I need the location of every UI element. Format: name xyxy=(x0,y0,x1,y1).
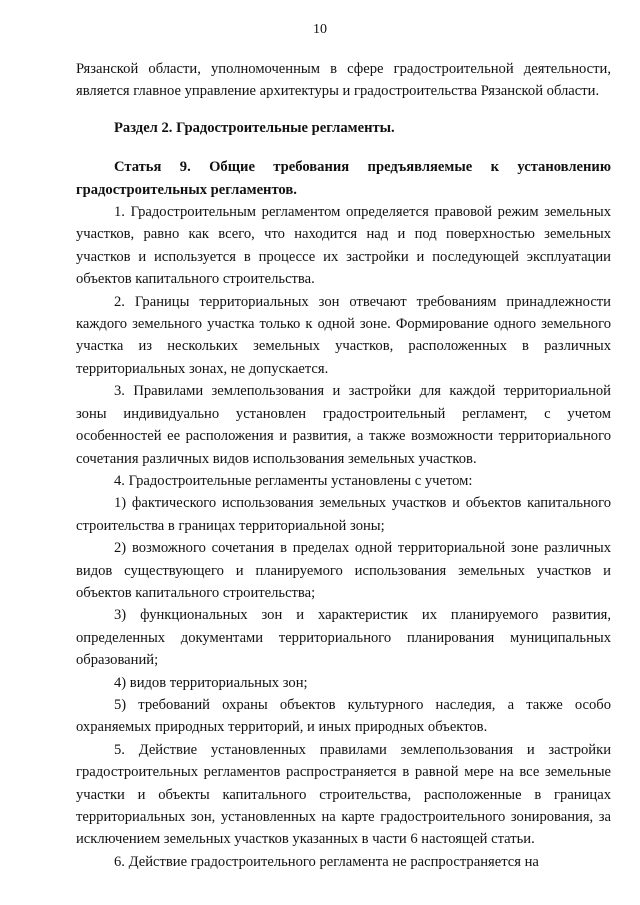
paragraph-1: 1. Градостроительным регламентом определяется правовой режим земельных участков, равно как всего, что находится над и под поверхностью земельных участков и используется в процессе их застройки и последующей эксплуатации объектов капитального строительства. xyxy=(76,204,611,288)
article-heading: Статья 9. Общие требования предъявляемые к установлению градостроительных регламентов. xyxy=(76,159,611,198)
list-item-1: 1) фактического использования земельных участков и объектов капитального строительства в границах территориальной зоны; xyxy=(76,495,611,534)
list-item-3: 3) функциональных зон и характеристик их планируемого развития, определенных документами территориального планирования муниципальных образований; xyxy=(76,607,611,669)
paragraph-2: 2. Границы территориальных зон отвечают требованиям принадлежности каждого земельного участка только к одной зоне. Формирование одного земельного участка из нескольких земельных участков, расположенных в различных территориальных зонах, не допускается. xyxy=(76,293,611,377)
list-item-4: 4) видов территориальных зон; xyxy=(114,674,308,691)
paragraph-4: 4. Градостроительные регламенты установлены с учетом: xyxy=(114,472,473,489)
paragraph-6: 6. Действие градостроительного регламента не распространяется на xyxy=(114,853,539,870)
paragraph-3: 3. Правилами землепользования и застройки для каждой территориальной зоны индивидуально установлен градостроительный регламент, с учетом особенностей ее расположения и развития, а также возможности территориального сочетания различных видов использования земельных участков. xyxy=(76,383,611,467)
document-body xyxy=(76,58,611,873)
list-item-2: 2) возможного сочетания в пределах одной территориальной зоне различных видов существующего и планируемого использования земельных участков и объектов капитального строительства; xyxy=(76,540,611,601)
paragraph-5: 5. Действие установленных правилами землепользования и застройки градостроительных регламентов распространяется в равной мере на все земельные участки и объекты капитального строительства, расположенные в границах территориальных зон, установленных на карте градостроительного зонирования, за исключением земельных участков указанных в части 6 настоящей статьи. xyxy=(76,741,611,848)
intro-paragraph: Рязанской области, уполномоченным в сфере градостроительной деятельности, является главное управление архитектуры и градостроительства Рязанской области. xyxy=(76,61,611,100)
page-number: 10 xyxy=(313,22,327,37)
list-item-5: 5) требований охраны объектов культурного наследия, а также особо охраняемых природных территорий, и иных природных объектов. xyxy=(76,696,611,736)
section-heading: Раздел 2. Градостроительные регламенты. xyxy=(114,119,395,136)
